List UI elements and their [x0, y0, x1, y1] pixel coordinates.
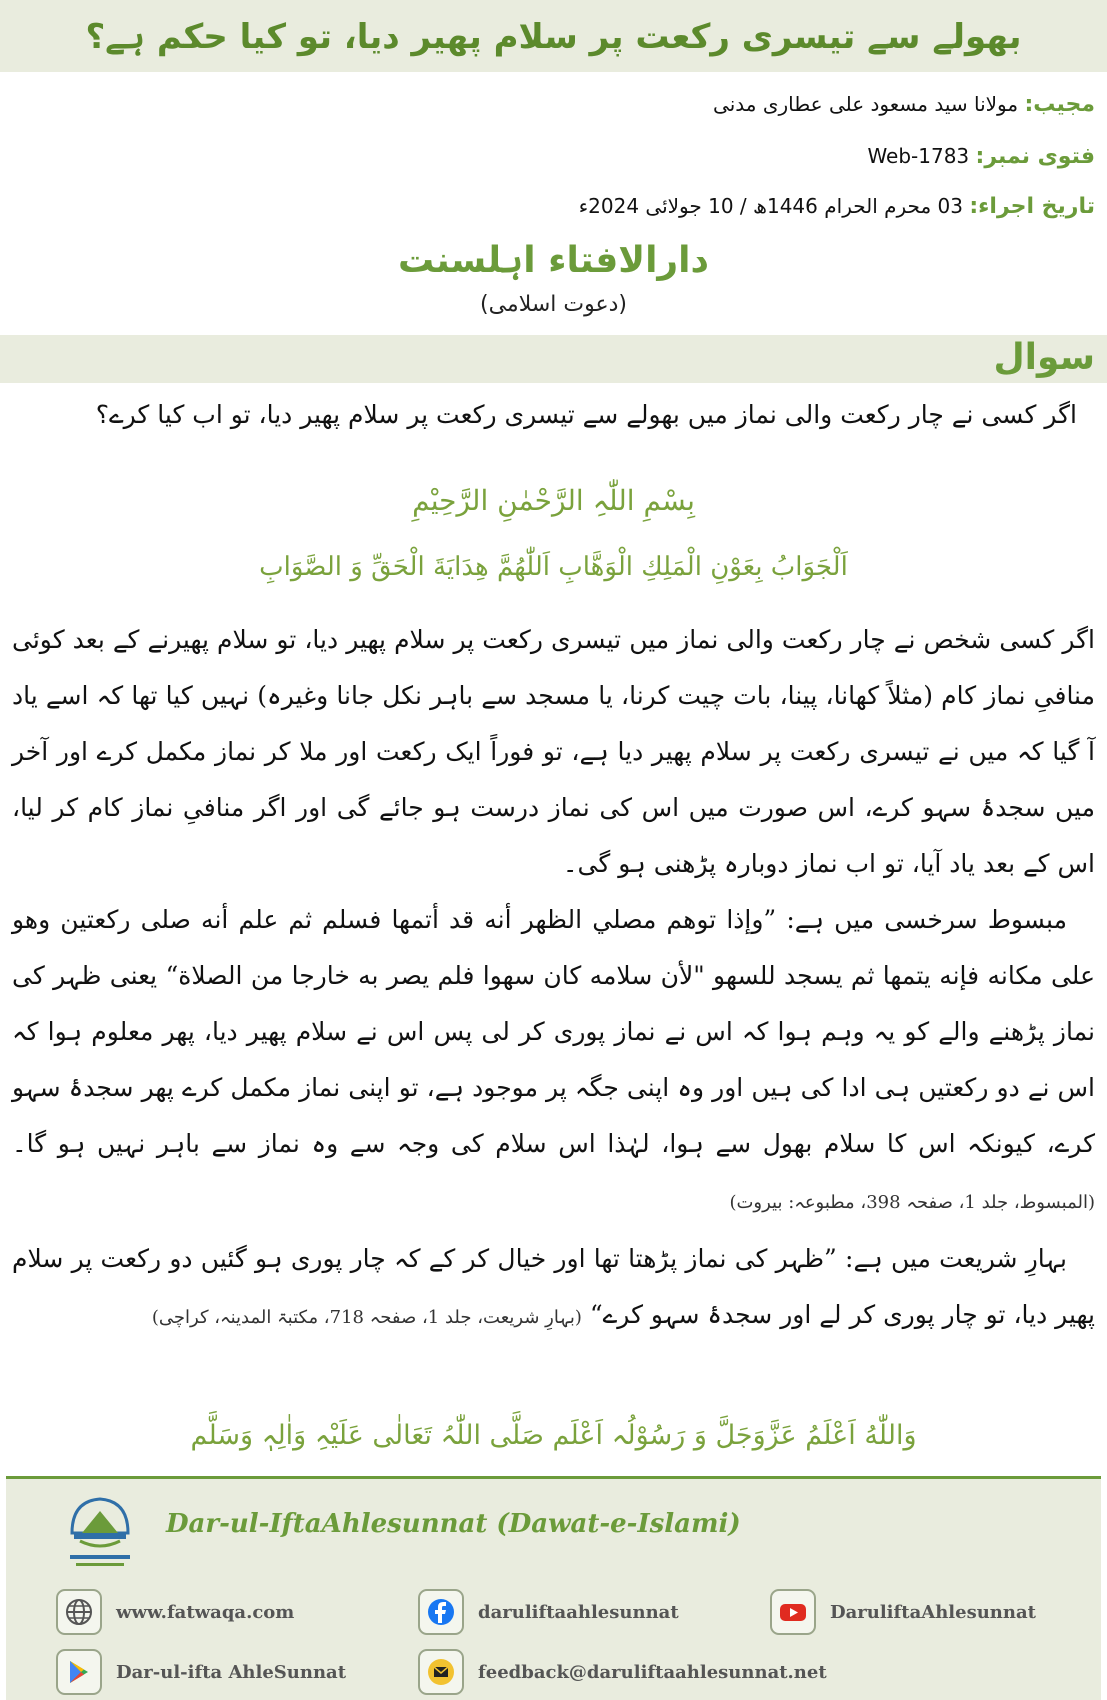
play-store-icon	[56, 1649, 102, 1695]
bismillah: بِسْمِ اللّٰہِ الرَّحْمٰنِ الرَّحِیْمِ	[412, 484, 695, 517]
institution-name: دارالافتاء اہلسنت	[398, 240, 709, 281]
date-value: 03 محرم الحرام 1446ھ / 10 جولائی 2024ء	[578, 194, 963, 218]
youtube-icon	[770, 1589, 816, 1635]
website-label: www.fatwaqa.com	[116, 1601, 295, 1623]
answer-body	[12, 612, 1095, 1346]
institution-subtitle: (دعوت اسلامی)	[480, 292, 627, 317]
reference-mabsoot: (المبسوط، جلد 1، صفحہ 398، مطبوعہ: بیروت)	[729, 1192, 1095, 1213]
fatwa-number-line	[867, 144, 1095, 169]
fatwa-number-value: Web-1783	[867, 144, 970, 168]
answer-paragraph-1: اگر کسی شخص نے چار رکعت والی نماز میں تیسری رکعت پر سلام پھیر دیا، تو سلام پھیرنے کے بعد کوئی منافیِ نماز کام (مثلاً کھانا، پینا، بات چیت کرنا، یا مسجد سے باہر نکل جانا وغیرہ) نہیں کیا تھا کہ اسے یاد آ گیا کہ میں نے تیسری رکعت پر سلام پھیر دیا ہے، تو فوراً ایک رکعت اور ملا کر نماز مکمل کرے اور آخر میں سجدۂ سہو کرے، اس صورت میں اس کی نماز درست ہو جائے گی اور اگر منافیِ نماز کام کر لیا، اس کے بعد یاد آیا، تو اب نماز دوبارہ پڑھنی ہو گی۔	[12, 625, 1095, 878]
question-text: اگر کسی نے چار رکعت والی نماز میں بھولے سے تیسری رکعت پر سلام پھیر دیا، تو اب کیا کرے؟	[95, 400, 1077, 429]
email-label: feedback@daruliftaahlesunnat.net	[478, 1661, 827, 1683]
jawab-opening: اَلْجَوَابُ بِعَوْنِ الْمَلِكِ الْوَهَّابِ اَللّٰهُمَّ هِدَايَةَ الْحَقِّ وَ الصَّوَابِ	[259, 552, 848, 582]
facebook-label: daruliftaahlesunnat	[478, 1601, 679, 1623]
mujeeb-line	[713, 92, 1095, 117]
mujeeb-value: مولانا سید مسعود علی عطاری مدنی	[713, 92, 1019, 116]
facebook-icon	[418, 1589, 464, 1635]
question-heading: سوال	[993, 337, 1095, 378]
date-line	[579, 194, 1095, 219]
playstore-label: Dar-ul-ifta AhleSunnat	[116, 1661, 347, 1683]
email-icon	[418, 1649, 464, 1695]
answer-paragraph-3: بہارِ شریعت میں ہے: ”ظہر کی نماز پڑھتا تھا اور خیال کر کے کہ چار پوری ہو گئیں دو رکعت پر سلام پھیر دیا، تو چار پوری کر لے اور سجدۂ سہو کرے“	[12, 1244, 1095, 1329]
footer-brand-name: Dar-ul-IftaAhlesunnat (Dawat-e-Islami)	[166, 1509, 741, 1539]
dar-ul-ifta-logo-icon	[50, 1489, 150, 1573]
reference-bahar-e-shariat: (بہارِ شریعت، جلد 1، صفحہ 718، مکتبۃ المدینہ، کراچی)	[151, 1307, 582, 1328]
answer-paragraph	[12, 612, 1095, 892]
fatwa-number-label: فتوی نمبر:	[975, 144, 1095, 169]
youtube-label: DaruliftaAhlesunnat	[830, 1601, 1036, 1623]
answer-paragraph-2: مبسوط سرخسی میں ہے: ”وإذا توهم مصلي الظهر أنه قد أتمها فسلم ثم علم أنه صلى ركعتين وهو على مكانه فإنه يتمها ثم يسجد للسهو "لأن سلامه كان سهوا فلم يصر به خارجا من الصلاة“ یعنی ظہر کی نماز پڑھنے والے کو یہ وہم ہوا کہ اس نے نماز پوری کر لی پس اس نے سلام پھیر دیا، پھر معلوم ہوا کہ اس نے دو رکعتیں ہی ادا کی ہیں اور وہ اپنی جگہ پر موجود ہے، تو اپنی نماز مکمل کرے پھر سجدۂ سہو کرے، کیونکہ اس کا سلام بھول سے ہوا، لہٰذا اس سلام کی وجہ سے وہ نماز سے باہر نہیں ہو گا۔	[12, 905, 1095, 1158]
email-link[interactable]	[418, 1649, 827, 1695]
globe-icon	[56, 1589, 102, 1635]
website-link[interactable]	[56, 1589, 294, 1635]
facebook-link[interactable]	[418, 1589, 679, 1635]
footer	[6, 1476, 1101, 1700]
question-heading-bar	[0, 335, 1107, 383]
title-bar	[0, 0, 1107, 72]
page-title: بھولے سے تیسری رکعت پر سلام پھیر دیا، تو کیا حکم ہے؟	[85, 16, 1022, 57]
closing-formula: وَاللّٰهُ اَعْلَمُ عَزَّوَجَلَّ وَ رَسُوْلُہ اَعْلَم صَلَّی اللّٰہُ تَعَالٰی عَلَیْہِ وَاٰلِہٖ وَسَلَّم	[190, 1420, 917, 1451]
date-label: تاریخ اجراء:	[969, 194, 1095, 219]
answer-paragraph	[12, 1231, 1095, 1346]
youtube-link[interactable]	[770, 1589, 1036, 1635]
playstore-link[interactable]	[56, 1649, 346, 1695]
answer-paragraph	[12, 892, 1095, 1231]
mujeeb-label: مجیب:	[1024, 92, 1095, 117]
